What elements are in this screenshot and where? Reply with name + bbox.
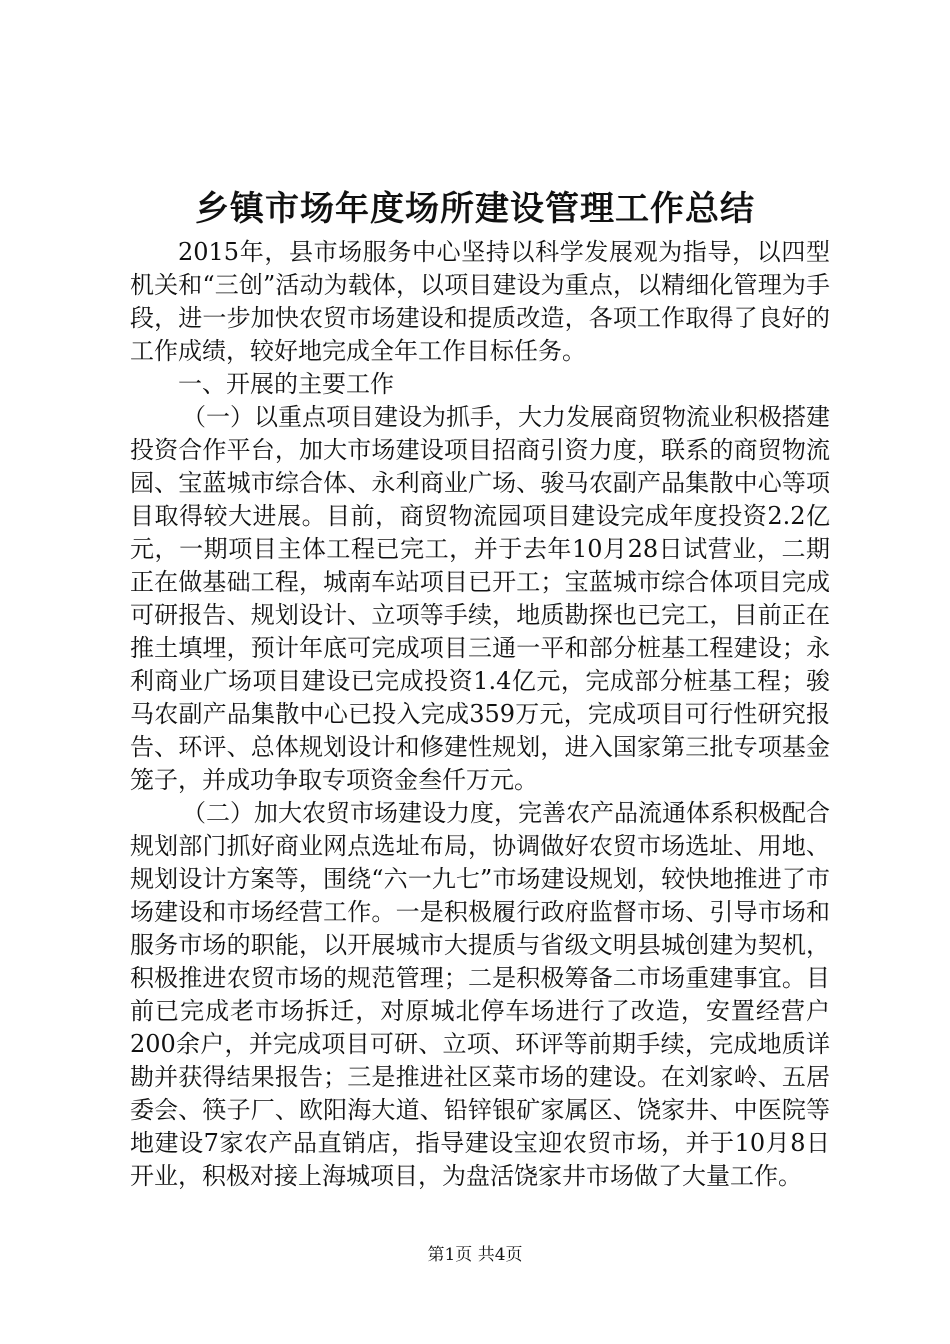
subsection-paragraph-2: （二）加大农贸市场建设力度，完善农产品流通体系积极配合规划部门抓好商业网点选址布局，协调做好农贸市场选址、用地、规划设计方案等，围绕“六一九七”市场建设规划，较快地推进了市场建设和市场经营工作。一是积极履行政府监督市场、引导市场和服务市场的职能，以开展城市大提质与省级文明县城创建为契机，积极推进农贸市场的规范管理；二是积极筹备二市场重建事宜。目前已完成老市场拆迁，对原城北停车场进行了改造，安置经营户200余户，并完成项目可研、立项、环评等前期手续，完成地质详勘并获得结果报告；三是推进社区菜市场的建设。在刘家岭、五居委会、筷子厂、欧阳海大道、铅锌银矿家属区、饶家井、中医院等地建设7家农产品直销店，指导建设宝迎农贸市场，并于10月8日开业，积极对接上海城项目，为盘活饶家井市场做了大量工作。: [130, 799, 830, 1190]
document-body: [130, 236, 830, 1193]
intro-paragraph: 2015年，县市场服务中心坚持以科学发展观为指导，以四型机关和“三创”活动为载体，以项目建设为重点，以精细化管理为手段，进一步加快农贸市场建设和提质改造，各项工作取得了良好的工作成绩，较好地完成全年工作目标任务。: [130, 238, 830, 365]
section-heading-main-work: 一、开展的主要工作: [178, 370, 394, 398]
page-number-footer: 第1页 共4页: [427, 1245, 523, 1265]
subsection-paragraph-1: （一）以重点项目建设为抓手，大力发展商贸物流业积极搭建投资合作平台，加大市场建设项目招商引资力度，联系的商贸物流园、宝蓝城市综合体、永利商业广场、骏马农副产品集散中心等项目取得较大进展。目前，商贸物流园项目建设完成年度投资2.2亿元，一期项目主体工程已完工，并于去年10月28日试营业，二期正在做基础工程，城南车站项目已开工；宝蓝城市综合体项目完成可研报告、规划设计、立项等手续，地质勘探也已完工，目前正在推土填埋，预计年底可完成项目三通一平和部分桩基工程建设；永利商业广场项目建设已完成投资1.4亿元，完成部分桩基工程；骏马农副产品集散中心已投入完成359万元，完成项目可行性研究报告、环评、总体规划设计和修建性规划，进入国家第三批专项基金笼子，并成功争取专项资金叁仟万元。: [130, 403, 830, 794]
document-title: 乡镇市场年度场所建设管理工作总结: [195, 189, 755, 229]
